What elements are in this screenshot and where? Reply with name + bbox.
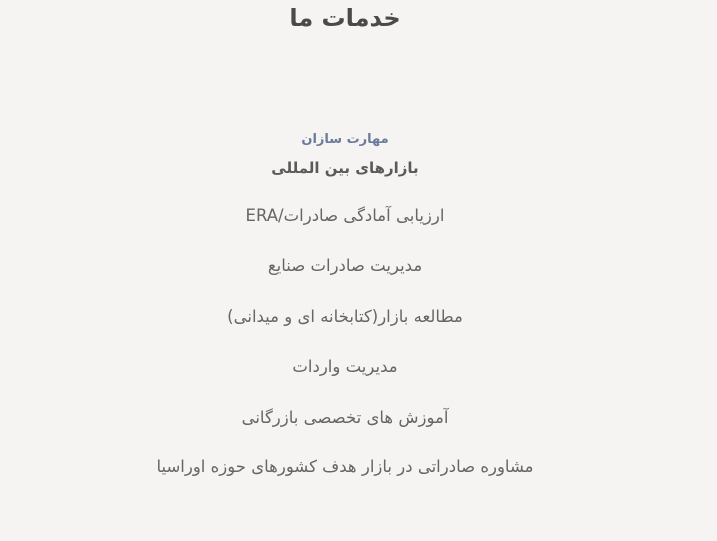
menu-item-import-management[interactable]: مدیریت واردات [292,357,398,376]
menu-item-international-markets[interactable]: بازارهای بین المللی [271,159,419,177]
menu-item-export-readiness[interactable]: ارزیابی آمادگی صادرات/ERA [245,206,445,225]
menu-item-market-study[interactable]: مطالعه بازار(کتابخانه ای و میدانی) [227,307,463,326]
page-title: خدمات ما [289,4,401,32]
menu-item-eurasia-consulting[interactable]: مشاوره صادراتی در بازار هدف کشورهای حوزه اوراسیا [156,457,534,476]
brand-label[interactable]: مهارت سازان [301,132,389,147]
menu-item-export-management[interactable]: مدیریت صادرات صنایع [267,256,423,275]
menu-item-trade-training[interactable]: آموزش های تخصصی بازرگانی [241,408,449,427]
